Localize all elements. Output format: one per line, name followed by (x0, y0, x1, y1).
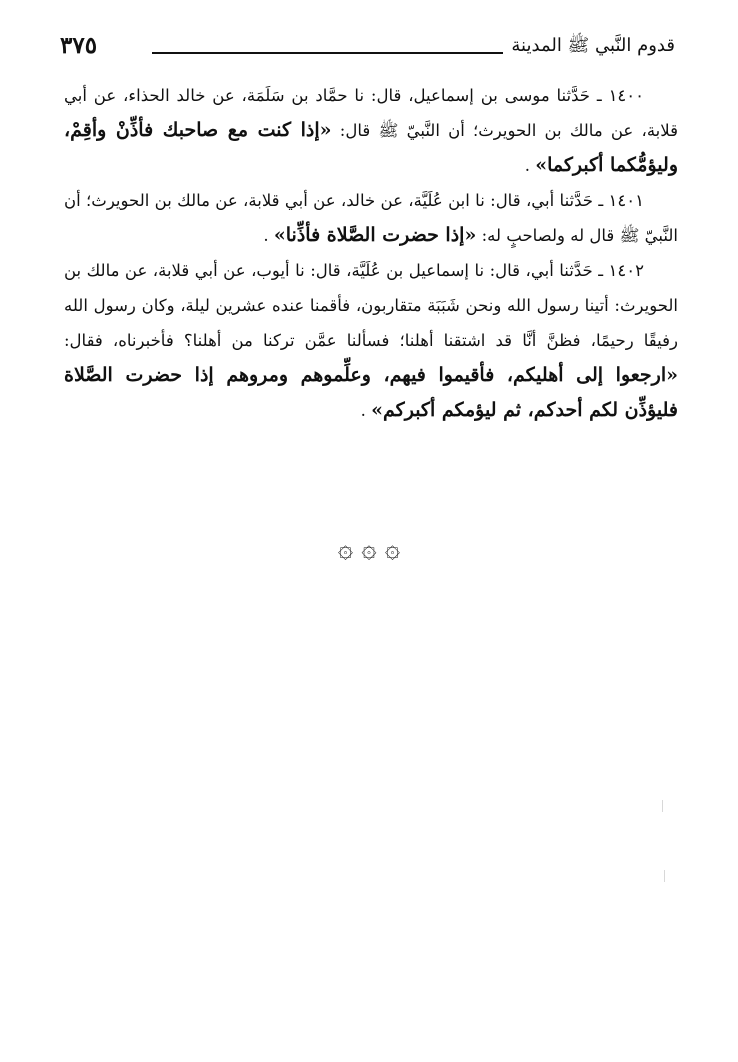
scan-speck (662, 800, 663, 812)
hadith-number: ١٤٠٢ (608, 261, 644, 280)
ornament-star-icon: ۞ ۞ ۞ (337, 534, 401, 564)
hadith-end-mark: . (360, 401, 366, 420)
page-header (60, 28, 675, 68)
hadith-matn: «ارجعوا إلى أهليكم، فأقيموا فيهم، وعلِّموهم ومروهم إذا حضرت الصَّلاة فليؤذِّن لكم أحدكم، ثم ليؤمكم أكبركم» (64, 364, 678, 421)
hadith-text-block (64, 78, 678, 428)
hadith-end-mark: . (524, 156, 530, 175)
hadith-number: ١٤٠٠ (608, 86, 645, 105)
hadith-number: ١٤٠١ (608, 191, 644, 210)
hadith-matn: «إذا كنت مع صاحبك فأذِّنْ وأقِمْ، وليؤمُّكما أكبركما» (64, 119, 678, 176)
header-rule (152, 52, 503, 54)
hadith-end-mark: . (263, 226, 269, 245)
running-title: قدوم النَّبي ﷺ المدينة (511, 35, 675, 56)
page-number: ٣٧٥ (60, 32, 98, 59)
scan-speck (664, 870, 665, 882)
hadith-isnad: ـ حَدَّثنا أبي، قال: نا ابن عُلَيَّة، عن خالد، عن أبي قلابة، عن مالك بن الحويرث؛ أن النَّبيّ ﷺ قال له ولصاحبٍ له: (64, 191, 678, 245)
hadith-1402 (64, 253, 678, 428)
hadith-1400 (64, 78, 678, 183)
hadith-isnad: ـ حَدَّثنا موسى بن إسماعيل، قال: نا حمَّاد بن سَلَمَة، عن خالد الحذاء، عن أبي قلابة، عن مالك بن الحويرث؛ أن النَّبيّ ﷺ قال: (64, 86, 678, 140)
hadith-isnad: ـ حَدَّثنا أبي، قال: نا إسماعيل بن عُلَيَّة، قال: نا أيوب، عن أبي قلابة، عن مالك بن الحويرث: أتينا رسول الله ونحن شَبَبَة متقاربون، فأقمنا عنده عشرين ليلة، وكان رسول الله رفيقًا رحيمًا، فظنَّ أنَّا قد اشتقنا أهلنا؛ فسألنا عمَّن تركنا من أهلنا؟ فأخبرناه، فقال: (64, 261, 678, 350)
hadith-1401 (64, 183, 678, 253)
section-end-ornaments (0, 534, 738, 564)
hadith-matn: «إذا حضرت الصَّلاة فأذِّنا» (273, 224, 477, 246)
